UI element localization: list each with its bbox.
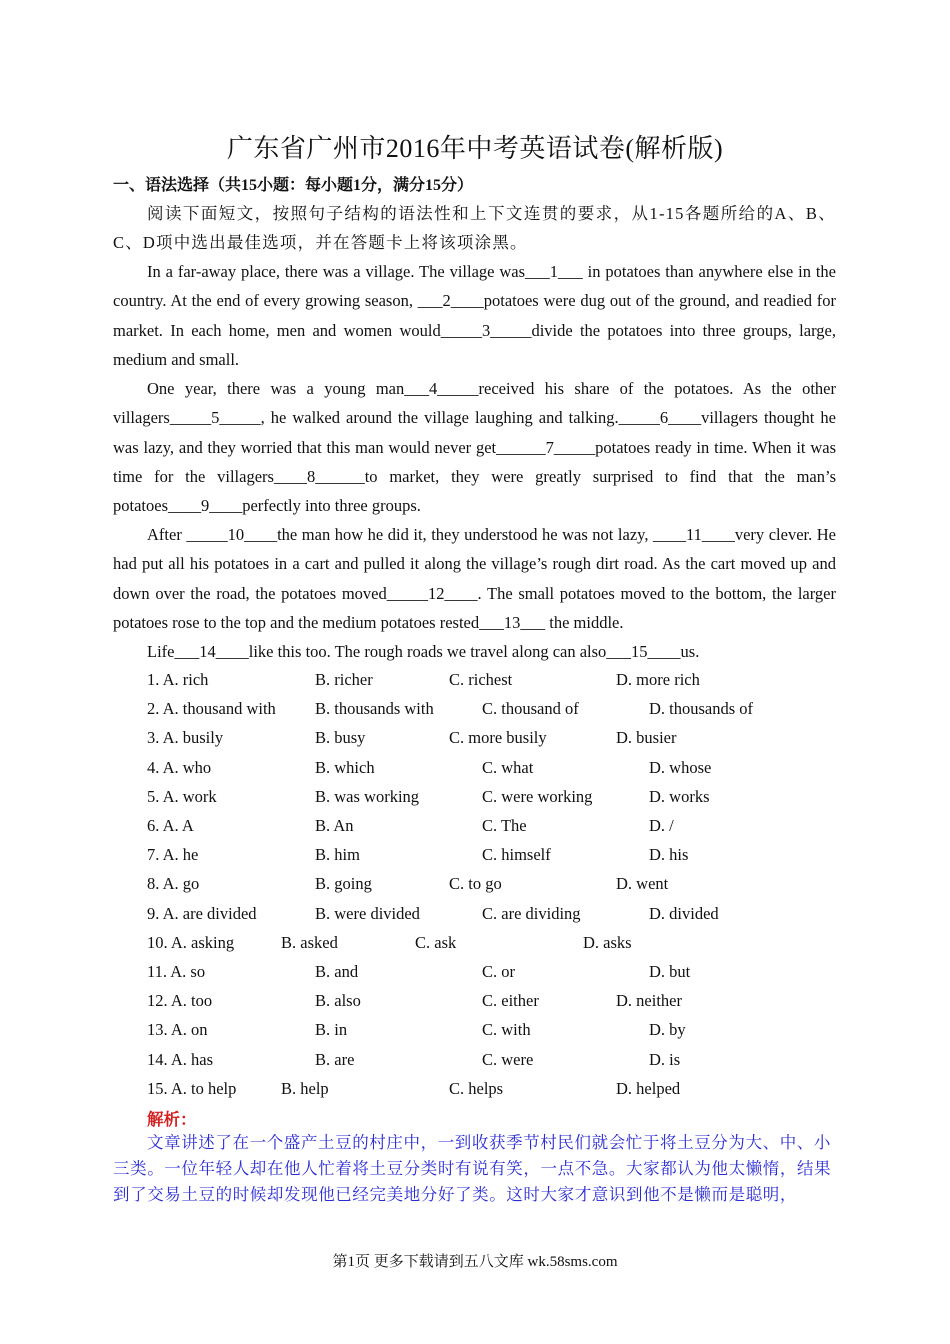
option-d: D. neither <box>616 991 682 1011</box>
option-b: B. asked <box>281 932 338 952</box>
option-d: D. whose <box>649 757 712 777</box>
option-row <box>147 787 847 816</box>
option-d: D. helped <box>616 1078 681 1098</box>
option-d: D. is <box>649 1049 681 1069</box>
option-a: 14. A. has <box>147 1049 213 1069</box>
option-a: 6. A. A <box>147 816 194 835</box>
option-b: B. going <box>315 874 372 894</box>
option-c: C. what <box>482 757 534 777</box>
option-d: D. / <box>649 816 674 835</box>
option-c: C. either <box>482 991 539 1011</box>
option-c: C. helps <box>449 1078 504 1098</box>
option-d: D. but <box>649 962 691 981</box>
option-row <box>147 1079 847 1108</box>
option-row <box>147 991 847 1020</box>
passage-paragraph-3: After _____10____the man how he did it, they understood he was not lazy, ____11____very clever. He had put all his potatoes in a cart and pulled it along the village’s rough dirt road. As the cart moved up and down over the road, the potatoes moved_____12____. The small potatoes moved to the bottom, the larger potatoes rose to the top and the medium potatoes rested___13___ the middle. <box>113 525 836 632</box>
option-row <box>147 816 847 845</box>
option-d: D. asks <box>583 932 632 952</box>
option-row <box>147 962 847 991</box>
option-a: 5. A. work <box>147 786 217 806</box>
option-c: C. to go <box>449 874 502 894</box>
option-c: C. were working <box>482 786 593 806</box>
option-c: C. were <box>482 1049 534 1069</box>
option-row <box>147 728 847 757</box>
page-title: 广东省广州市2016年中考英语试卷(解析版) <box>226 134 724 163</box>
option-b: B. was working <box>315 786 420 806</box>
option-c: C. The <box>482 816 527 835</box>
option-b: B. which <box>315 757 375 777</box>
option-b: B. An <box>315 816 354 835</box>
option-c: C. are dividing <box>482 903 581 923</box>
option-a: 9. A. are divided <box>147 903 257 923</box>
option-d: D. works <box>649 786 710 806</box>
passage-paragraph-4: Life___14____like this too. The rough roads we travel along can also___15____us. <box>147 642 700 661</box>
option-row <box>147 1050 847 1079</box>
option-b: B. thousands with <box>315 699 434 719</box>
analysis-label: 解析： <box>147 1110 197 1129</box>
option-b: B. him <box>315 845 360 865</box>
option-b: B. in <box>315 1020 348 1040</box>
option-row <box>147 904 847 933</box>
option-row <box>147 758 847 787</box>
option-row <box>147 933 847 962</box>
option-d: D. thousands of <box>649 699 754 719</box>
option-d: D. busier <box>616 728 677 748</box>
option-c: C. more busily <box>449 728 547 748</box>
passage-paragraph-2: One year, there was a young man___4_____received his share of the potatoes. As the other villagers_____5_____, he walked around the village laughing and talking._____6____villagers thought he was lazy, and they worried that this man would never get______7_____potatoes ready in time. When it was time for the villagers____8______to market, they were greatly surprised to find that the man’s potatoes____9____perfectly into three groups. <box>113 379 836 516</box>
option-b: B. are <box>315 1049 355 1069</box>
option-c: C. ask <box>415 932 457 952</box>
option-d: D. more rich <box>616 670 700 689</box>
option-b: B. help <box>281 1078 329 1098</box>
option-a: 8. A. go <box>147 874 200 894</box>
option-b: B. richer <box>315 670 373 689</box>
option-c: C. or <box>482 962 515 981</box>
option-c: C. richest <box>449 670 513 689</box>
option-d: D. by <box>649 1020 686 1040</box>
option-a: 11. A. so <box>147 962 206 981</box>
option-row <box>147 1020 847 1049</box>
option-row <box>147 670 847 699</box>
option-b: B. and <box>315 962 359 981</box>
option-c: C. himself <box>482 845 551 865</box>
option-a: 2. A. thousand with <box>147 699 276 719</box>
option-d: D. divided <box>649 903 719 923</box>
option-b: B. busy <box>315 728 366 748</box>
option-b: B. also <box>315 991 361 1011</box>
option-c: C. with <box>482 1020 531 1040</box>
option-b: B. were divided <box>315 903 420 923</box>
section-heading: 一、语法选择（共15小题：每小题1分，满分15分） <box>113 177 474 194</box>
option-a: 15. A. to help <box>147 1078 237 1098</box>
option-a: 7. A. he <box>147 845 199 865</box>
instructions: 阅读下面短文，按照句子结构的语法性和上下文连贯的要求，从1-15各题所给的A、B、C、D项中选出最佳选项，并在答题卡上将该项涂黑。 <box>113 204 836 253</box>
option-a: 10. A. asking <box>147 932 235 952</box>
option-a: 13. A. on <box>147 1020 208 1040</box>
page-footer: 第1页 更多下载请到五八文库 wk.58sms.com <box>332 1254 618 1270</box>
analysis-text: 文章讲述了在一个盛产土豆的村庄中，一到收获季节村民们就会忙于将土豆分为大、中、小三类。一位年轻人却在他人忙着将土豆分类时有说有笑，一点不急。大家都认为他太懒惰，结果到了交易土豆的时候却发现他已经完美地分好了类。这时大家才意识到他不是懒而是聪明， <box>113 1133 832 1204</box>
option-row <box>147 699 847 728</box>
option-d: D. went <box>616 874 669 894</box>
option-row <box>147 874 847 903</box>
option-d: D. his <box>649 845 689 865</box>
option-a: 12. A. too <box>147 991 213 1011</box>
passage-paragraph-1: In a far-away place, there was a village. The village was___1___ in potatoes than anywhere else in the country. At the end of every growing season, ___2____potatoes were dug out of the ground, and readied for market. In each home, men and women would_____3_____divide the potatoes into three groups, large, medium and small. <box>113 262 836 369</box>
option-a: 4. A. who <box>147 757 212 777</box>
option-row <box>147 845 847 874</box>
option-c: C. thousand of <box>482 699 579 719</box>
option-a: 1. A. rich <box>147 670 209 689</box>
option-a: 3. A. busily <box>147 728 224 748</box>
